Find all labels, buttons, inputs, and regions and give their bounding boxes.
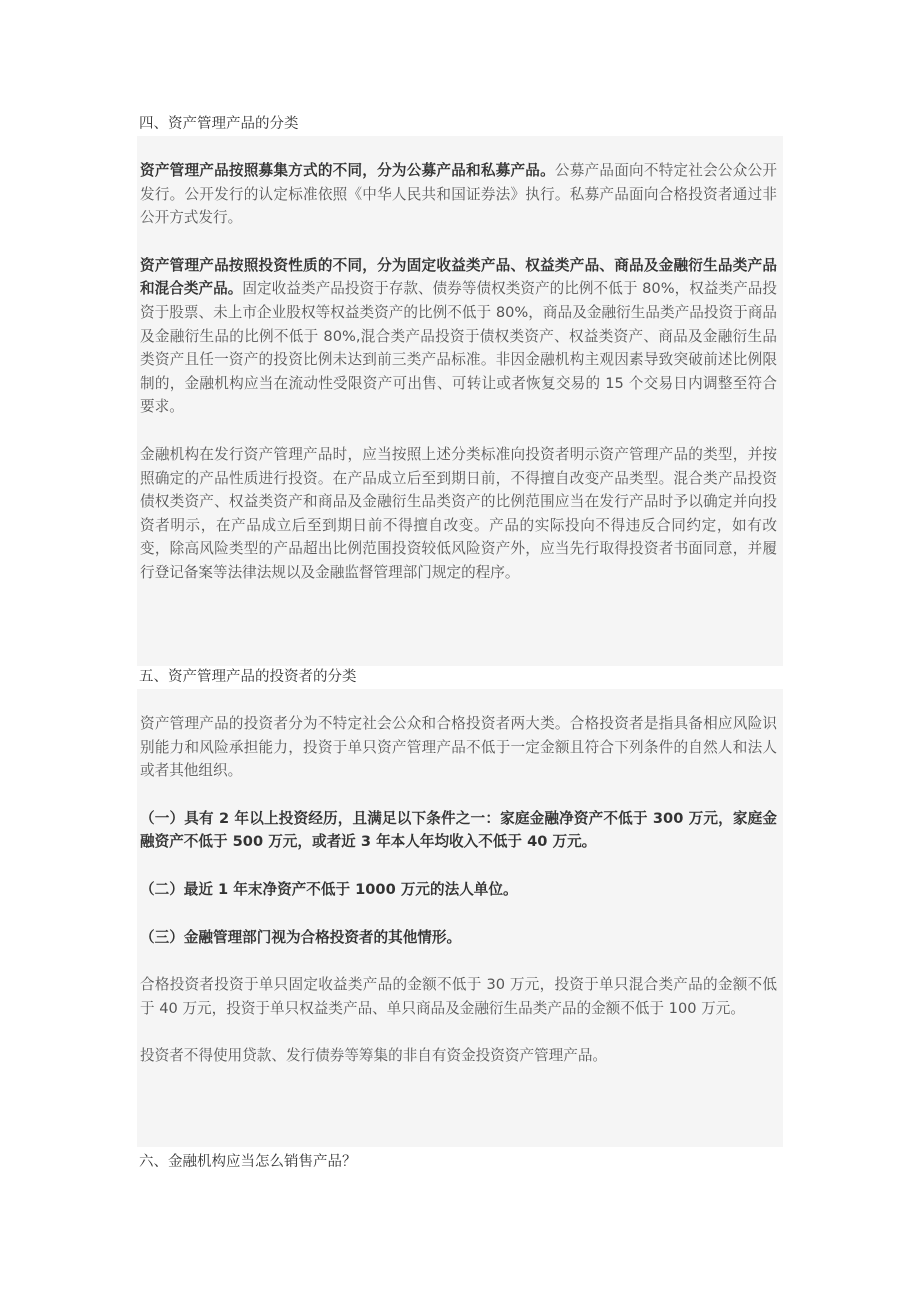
section-4-paragraph-3: 金融机构在发行资产管理产品时，应当按照上述分类标准向投资者明示资产管理产品的类型，并按照确定的产品性质进行投资。在产品成立后至到期日前，不得擅自改变产品类型。混合类产品投资债权类资产、权益类资产和商品及金融衍生品类资产的比例范围应当在发行产品时予以确定并向投资者明示，在产品成立后至到期日前不得擅自改变。产品的实际投向不得违反合同约定，如有改变，除高风险类型的产品超出比例范围投资较低风险资产外，应当先行取得投资者书面同意，并履行登记备案等法律法规以及金融监督管理部门规定的程序。	[140, 445, 777, 581]
section-5-panel	[137, 689, 783, 1147]
section-5-title: 五、资产管理产品的投资者的分类	[139, 669, 357, 685]
condition-2: （二）最近 1 年末净资产不低于 1000 万元的法人单位。	[140, 880, 518, 898]
section-4-paragraph-1-text: 公募产品面向不特定社会公众公开发行。公开发行的认定标准依照《中华人民共和国证券法》执行。私募产品面向合格投资者通过非公开方式发行。	[140, 162, 777, 227]
condition-3: （三）金融管理部门视为合格投资者的其他情形。	[140, 928, 462, 946]
condition-1: （一）具有 2 年以上投资经历，且满足以下条件之一：家庭金融净资产不低于 300 万元，家庭金融资产不低于 500 万元，或者近 3 年本人年均收入不低于 40 万元。	[140, 809, 777, 851]
section-4-paragraph-1-bold: 资产管理产品按照募集方式的不同，分为公募产品和私募产品。	[140, 162, 555, 179]
section-4-paragraph-1	[140, 159, 777, 230]
section-4-paragraph-2-bold: 资产管理产品按照投资性质的不同，分为固定收益类产品、权益类产品、商品及金融衍生品类产品和混合类产品。	[140, 256, 777, 298]
section-5-paragraph-2: 合格投资者投资于单只固定收益类产品的金额不低于 30 万元，投资于单只混合类产品的金额不低于 40 万元，投资于单只权益类产品、单只商品及金融衍生品类产品的金额不低于 100 万元。	[140, 976, 777, 1017]
section-4-panel	[137, 136, 783, 666]
section-5-paragraph-3: 投资者不得使用贷款、发行债券等筹集的非自有资金投资资产管理产品。	[140, 1047, 608, 1065]
section-4-paragraph-2	[140, 254, 777, 419]
section-4-paragraph-2-text: 固定收益类产品投资于存款、债券等债权类资产的比例不低于 80%，权益类产品投资于股票、未上市企业股权等权益类资产的比例不低于 80%，商品及金融衍生品类产品投资于商品及金融衍生品的比例不低于 80%,混合类产品投资于债权类资产、权益类资产、商品及金融衍生品类资产且任一资产的投资比例未达到前三类产品标准。非因金融机构主观因素导致突破前述比例限制的，金融机构应当在流动性受限资产可出售、可转让或者恢复交易的 15 个交易日内调整至符合要求。	[140, 280, 777, 416]
section-6-title: 六、金融机构应当怎么销售产品？	[139, 1154, 357, 1170]
section-4-title: 四、资产管理产品的分类	[139, 116, 299, 132]
section-5-paragraph-1: 资产管理产品的投资者分为不特定社会公众和合格投资者两大类。合格投资者是指具备相应风险识别能力和风险承担能力，投资于单只资产管理产品不低于一定金额且符合下列条件的自然人和法人或者其他组织。	[140, 715, 777, 780]
